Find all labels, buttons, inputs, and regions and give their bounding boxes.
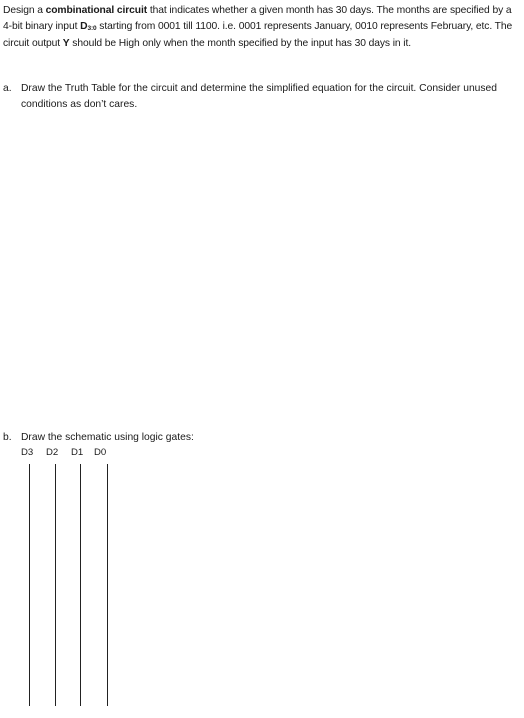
question-b-marker: b.	[3, 432, 12, 443]
problem-statement	[3, 3, 519, 52]
input-line-d2	[55, 464, 56, 706]
intro-text-4: should be High only when the month specified by the input has 30 days in it.	[69, 38, 412, 50]
input-label-d3: D3	[21, 447, 34, 458]
input-name: $D_{3:0}$	[80, 20, 97, 32]
input-label-d2: D2	[46, 447, 59, 458]
output-name: Y	[62, 38, 70, 50]
question-b	[3, 430, 519, 446]
intro-text-3: starting from 0001 till 1100. i.e. 0001 represents January, 0010 represents February, etc. The circuit output	[3, 20, 513, 50]
intro-bold-term: combinational circuit	[45, 5, 148, 16]
question-a-text: Draw the Truth Table for the circuit and determine the simplified equation for the circuit. Consider unused conditions as don’t cares.	[21, 83, 498, 110]
intro-text-2: that indicates whether a given month has 30 days. The months are specified by a 4-bit binary input	[3, 5, 512, 32]
intro-text-1: Design a	[3, 5, 46, 16]
question-a-marker: a.	[3, 83, 12, 94]
question-a	[3, 81, 519, 113]
input-line-d0	[107, 464, 108, 706]
question-b-text: Draw the schematic using logic gates:	[21, 432, 194, 443]
input-label-d0: D0	[94, 447, 107, 458]
input-label-d1: D1	[71, 447, 84, 458]
input-line-d1	[80, 464, 81, 706]
input-line-d3	[29, 464, 30, 706]
input-subscript: 3:0	[87, 24, 97, 32]
